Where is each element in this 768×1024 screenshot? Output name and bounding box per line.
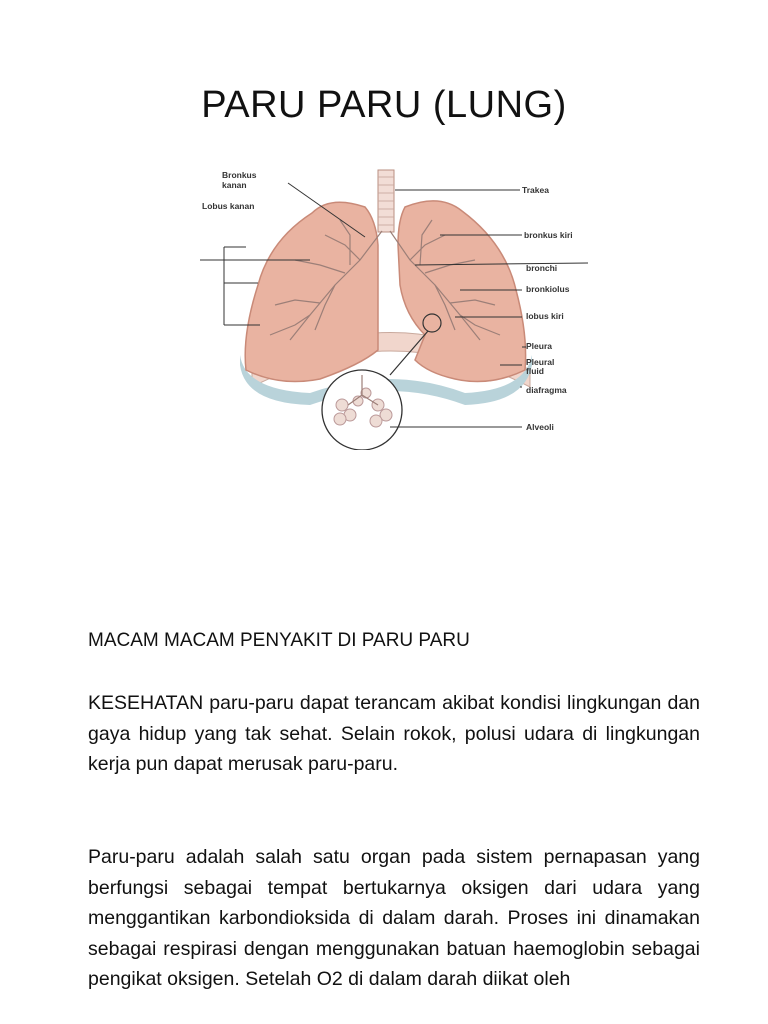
paragraph-1: KESEHATAN paru-paru dapat terancam akibat kondisi lingkungan dan gaya hidup yang tak sehat. Selain rokok, polusi udara di lingkungan kerja pun dapat merusak paru-paru.	[88, 692, 700, 775]
label-diafragma: diafragma	[526, 385, 567, 395]
label-bronkus-kanan-2: kanan	[222, 180, 247, 190]
label-lobus-kanan: Lobus kanan	[202, 201, 255, 211]
lung-diagram	[200, 165, 600, 450]
label-pleura: Pleura	[526, 341, 552, 351]
label-bronkiolus: bronkiolus	[526, 284, 570, 294]
label-trakea: Trakea	[522, 185, 549, 195]
label-pleural-fluid-1: Pleural	[526, 357, 555, 367]
page-title: PARU PARU (LUNG)	[201, 84, 567, 126]
label-bronkus-kanan-1: Bronkus	[222, 170, 257, 180]
right-lung-shape	[245, 202, 378, 381]
label-bronchi: bronchi	[526, 263, 558, 273]
left-lung-shape	[398, 201, 526, 382]
label-pleural-fluid-2: fluid	[526, 366, 544, 376]
paragraph-2: Paru-paru adalah salah satu organ pada sistem pernapasan yang berfungsi sebagai tempat bertukarnya oksigen dari udara yang menggantikan karbondioksida di dalam darah. Proses ini dinamakan sebagai respirasi dengan menggunakan batuan haemoglobin sebagai pengikat oksigen. Setelah O2 di dalam darah diikat oleh	[88, 846, 700, 990]
label-bronkus-kiri: bronkus kiri	[524, 230, 573, 240]
label-lobus-kiri: lobus kiri	[526, 311, 564, 321]
label-alveoli: Alveoli	[526, 422, 554, 432]
section-heading: MACAM MACAM PENYAKIT DI PARU PARU	[88, 630, 470, 651]
